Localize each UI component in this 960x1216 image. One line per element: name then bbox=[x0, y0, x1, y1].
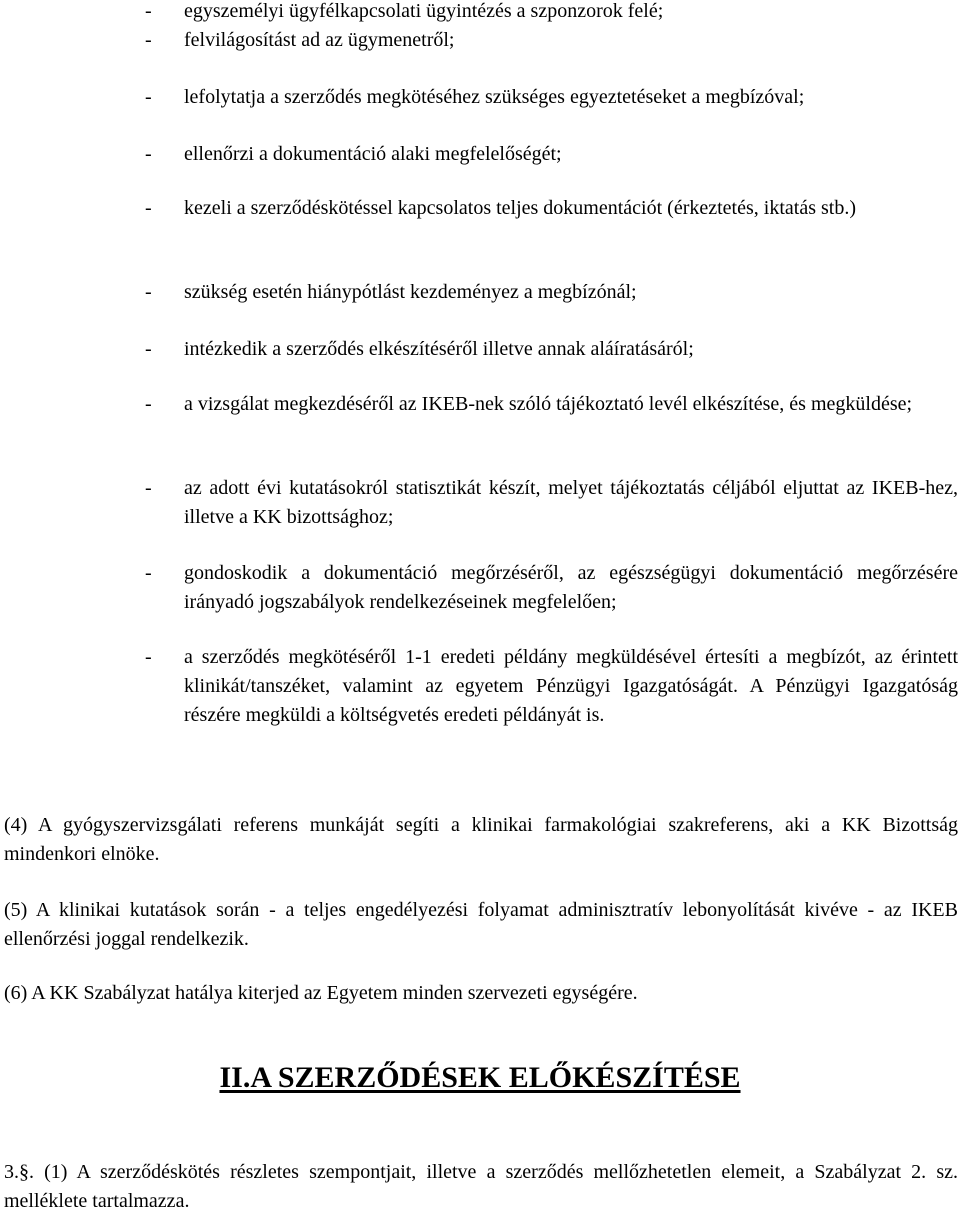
list-bullet: - bbox=[145, 562, 152, 584]
list-item-text: lefolytatja a szerződés megkötéséhez szükséges egyeztetéseket a megbízóval; bbox=[184, 86, 805, 108]
list-item bbox=[145, 140, 958, 169]
list-item bbox=[145, 278, 958, 307]
list-bullet: - bbox=[145, 29, 152, 51]
list-bullet: - bbox=[145, 646, 152, 668]
list-item bbox=[145, 0, 958, 26]
list-bullet: - bbox=[145, 338, 152, 360]
list-bullet: - bbox=[145, 86, 152, 108]
list-item bbox=[145, 194, 958, 223]
list-bullet: - bbox=[145, 0, 152, 22]
list-item-text: a szerződés megkötéséről 1-1 eredeti példány megküldésével értesíti a megbízót, az érintett klinikát/tanszéket, valamint az egyetem Pénzügyi Igazgatóságát. A Pénzügyi Igazgatóság részére megküldi a költségvetés eredeti példányát is. bbox=[184, 646, 958, 726]
list-item-text: az adott évi kutatásokról statisztikát készít, melyet tájékoztatás céljából eljuttat az IKEB-hez, illetve a KK bizottsághoz; bbox=[184, 477, 958, 528]
list-item-text: gondoskodik a dokumentáció megőrzéséről, az egészségügyi dokumentáció megőrzésére irányadó jogszabályok rendelkezéseinek megfelelően; bbox=[184, 562, 958, 613]
list-bullet: - bbox=[145, 281, 152, 303]
paragraph-4: (4) A gyógyszervizsgálati referens munkáját segíti a klinikai farmakológiai szakreferens, aki a KK Bizottság mindenkori elnöke. bbox=[4, 814, 958, 865]
list-item bbox=[145, 390, 958, 419]
list-item-text: felvilágosítást ad az ügymenetről; bbox=[184, 29, 455, 51]
list-bullet: - bbox=[145, 197, 152, 219]
section-heading: II.A SZERZŐDÉSEK ELŐKÉSZÍTÉSE bbox=[219, 1061, 741, 1094]
list-item-text: a vizsgálat megkezdéséről az IKEB-nek szóló tájékoztató levél elkészítése, és megküldése; bbox=[184, 393, 913, 415]
section-3-paragraph: 3.§. (1) A szerződéskötés részletes szempontjait, illetve a szerződés mellőzhetetlen elemeit, a Szabályzat 2. sz. melléklete tartalmazza. bbox=[4, 1161, 958, 1212]
list-item bbox=[145, 559, 958, 617]
list-item-text: kezeli a szerződéskötéssel kapcsolatos teljes dokumentációt (érkeztetés, iktatás stb.) bbox=[184, 197, 856, 219]
list-item-text: szükség esetén hiánypótlást kezdeményez a megbízónál; bbox=[184, 281, 637, 303]
list-item bbox=[145, 474, 958, 532]
list-item-text: egyszemélyi ügyfélkapcsolati ügyintézés a szponzorok felé; bbox=[184, 0, 664, 22]
list-bullet: - bbox=[145, 143, 152, 165]
paragraph-6: (6) A KK Szabályzat hatálya kiterjed az Egyetem minden szervezeti egységére. bbox=[4, 982, 638, 1004]
list-item-text: intézkedik a szerződés elkészítéséről illetve annak aláíratásáról; bbox=[184, 338, 694, 360]
list-bullet: - bbox=[145, 477, 152, 499]
list-bullet: - bbox=[145, 393, 152, 415]
list-item bbox=[145, 26, 958, 55]
list-item bbox=[145, 83, 958, 112]
list-item bbox=[145, 643, 958, 730]
list-item bbox=[145, 335, 958, 364]
list-item-text: ellenőrzi a dokumentáció alaki megfelelőségét; bbox=[184, 143, 562, 165]
paragraph-5: (5) A klinikai kutatások során - a teljes engedélyezési folyamat adminisztratív lebonyolítását kivéve - az IKEB ellenőrzési joggal rendelkezik. bbox=[4, 899, 958, 950]
